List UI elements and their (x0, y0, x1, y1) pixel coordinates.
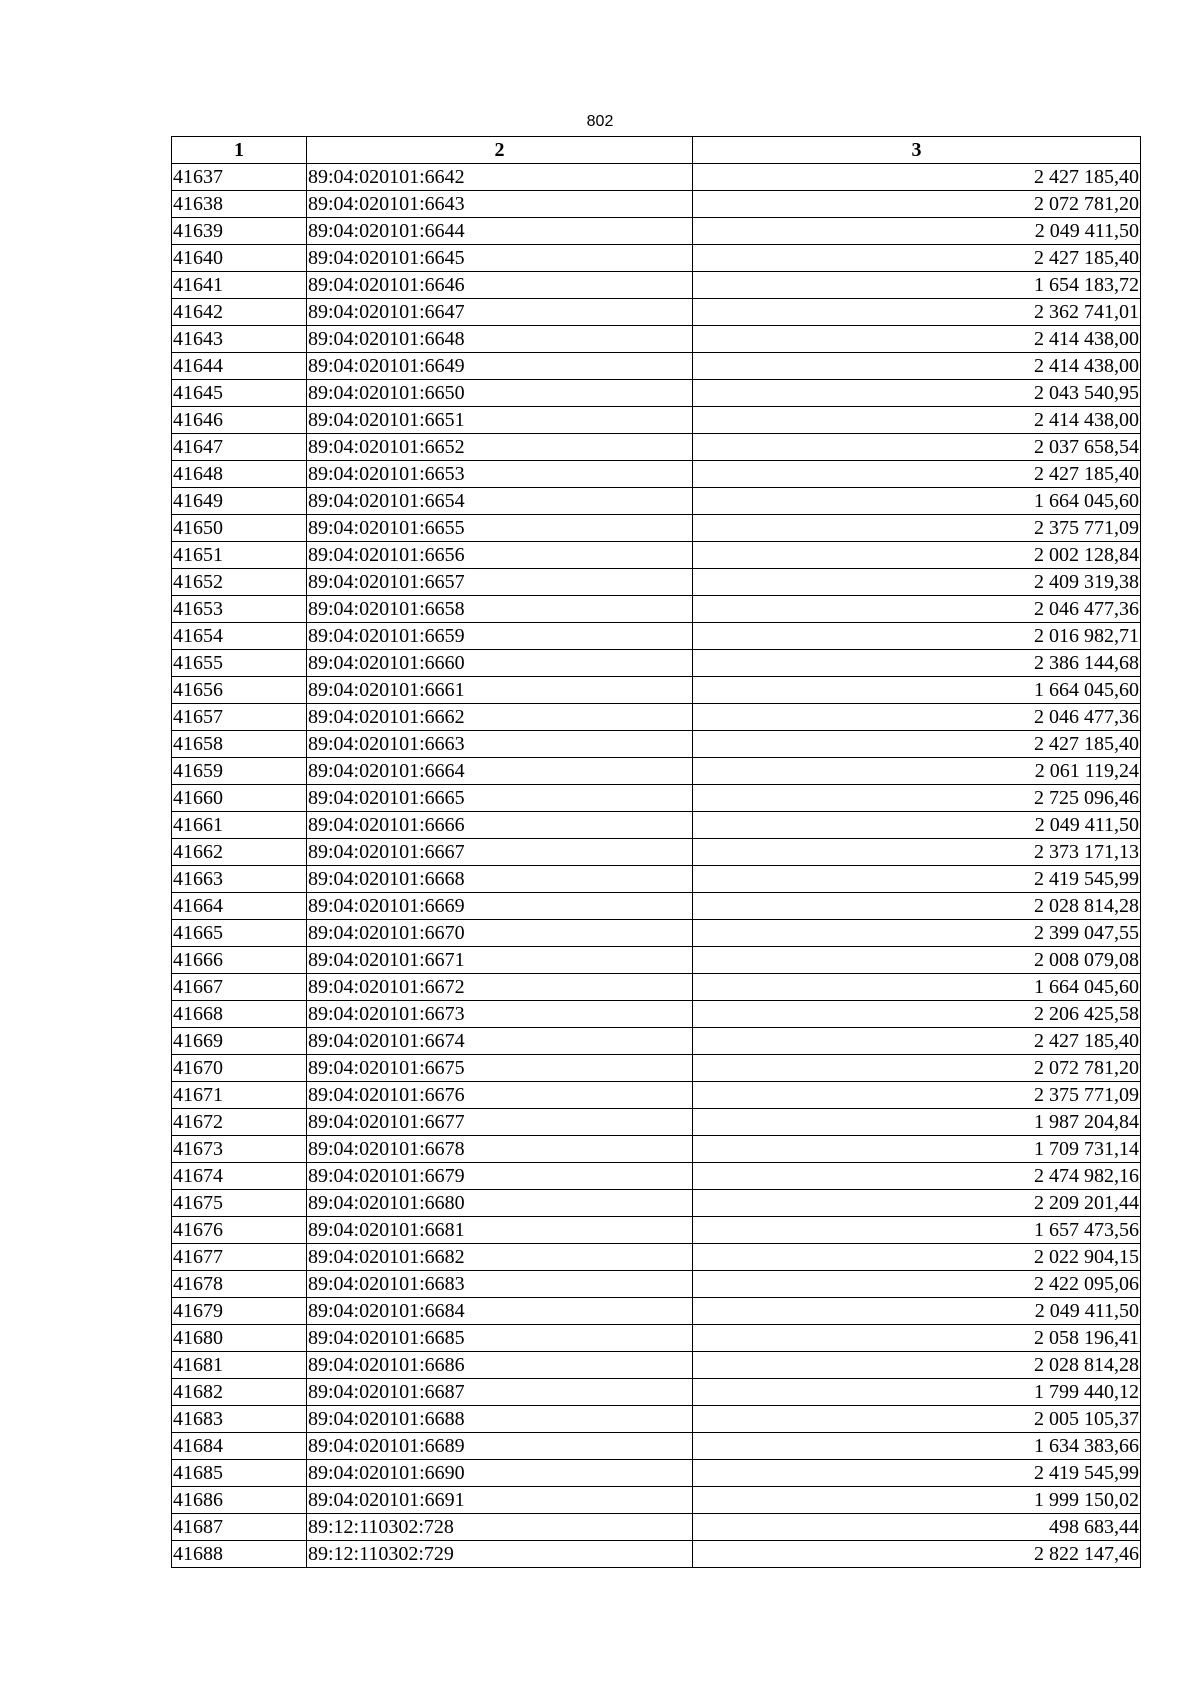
value-cell: 2 037 658,54 (693, 434, 1141, 461)
table-row (172, 623, 1141, 650)
table-row (172, 164, 1141, 191)
cadastral-number-cell: 89:04:020101:6677 (307, 1109, 693, 1136)
header-col-2: 2 (307, 137, 693, 164)
value-cell: 2 375 771,09 (693, 1082, 1141, 1109)
value-cell: 2 008 079,08 (693, 947, 1141, 974)
cadastral-number-cell: 89:04:020101:6654 (307, 488, 693, 515)
table-row (172, 353, 1141, 380)
cadastral-number-cell: 89:04:020101:6663 (307, 731, 693, 758)
cadastral-number-cell: 89:04:020101:6673 (307, 1001, 693, 1028)
table-row (172, 1379, 1141, 1406)
row-number-cell: 41650 (172, 515, 307, 542)
cadastral-number-cell: 89:04:020101:6647 (307, 299, 693, 326)
cadastral-number-cell: 89:04:020101:6656 (307, 542, 693, 569)
table-row (172, 434, 1141, 461)
cadastral-number-cell: 89:04:020101:6691 (307, 1487, 693, 1514)
row-number-cell: 41674 (172, 1163, 307, 1190)
table-row (172, 1352, 1141, 1379)
row-number-cell: 41643 (172, 326, 307, 353)
table-row (172, 893, 1141, 920)
table-row (172, 461, 1141, 488)
table-row (172, 596, 1141, 623)
value-cell: 2 427 185,40 (693, 245, 1141, 272)
cadastral-number-cell: 89:04:020101:6686 (307, 1352, 693, 1379)
value-cell: 498 683,44 (693, 1514, 1141, 1541)
cadastral-number-cell: 89:04:020101:6649 (307, 353, 693, 380)
cadastral-number-cell: 89:04:020101:6657 (307, 569, 693, 596)
row-number-cell: 41654 (172, 623, 307, 650)
row-number-cell: 41666 (172, 947, 307, 974)
table-row (172, 785, 1141, 812)
cadastral-number-cell: 89:04:020101:6659 (307, 623, 693, 650)
cadastral-number-cell: 89:04:020101:6681 (307, 1217, 693, 1244)
row-number-cell: 41673 (172, 1136, 307, 1163)
table-row (172, 1163, 1141, 1190)
cadastral-number-cell: 89:04:020101:6658 (307, 596, 693, 623)
cadastral-number-cell: 89:04:020101:6669 (307, 893, 693, 920)
value-cell: 2 409 319,38 (693, 569, 1141, 596)
row-number-cell: 41647 (172, 434, 307, 461)
value-cell: 2 028 814,28 (693, 893, 1141, 920)
cadastral-number-cell: 89:04:020101:6671 (307, 947, 693, 974)
row-number-cell: 41668 (172, 1001, 307, 1028)
row-number-cell: 41670 (172, 1055, 307, 1082)
table-row (172, 245, 1141, 272)
row-number-cell: 41656 (172, 677, 307, 704)
value-cell: 2 049 411,50 (693, 812, 1141, 839)
value-cell: 2 822 147,46 (693, 1541, 1141, 1568)
value-cell: 2 046 477,36 (693, 596, 1141, 623)
value-cell: 1 654 183,72 (693, 272, 1141, 299)
value-cell: 2 427 185,40 (693, 731, 1141, 758)
table-row (172, 947, 1141, 974)
row-number-cell: 41684 (172, 1433, 307, 1460)
value-cell: 2 414 438,00 (693, 407, 1141, 434)
value-cell: 2 725 096,46 (693, 785, 1141, 812)
value-cell: 1 634 383,66 (693, 1433, 1141, 1460)
value-cell: 2 399 047,55 (693, 920, 1141, 947)
table-row (172, 1514, 1141, 1541)
cadastral-number-cell: 89:04:020101:6646 (307, 272, 693, 299)
row-number-cell: 41686 (172, 1487, 307, 1514)
cadastral-number-cell: 89:04:020101:6650 (307, 380, 693, 407)
row-number-cell: 41667 (172, 974, 307, 1001)
cadastral-number-cell: 89:04:020101:6690 (307, 1460, 693, 1487)
table-row (172, 704, 1141, 731)
row-number-cell: 41648 (172, 461, 307, 488)
cadastral-number-cell: 89:04:020101:6684 (307, 1298, 693, 1325)
cadastral-number-cell: 89:04:020101:6643 (307, 191, 693, 218)
page-number: 802 (586, 113, 614, 130)
cadastral-number-cell: 89:04:020101:6667 (307, 839, 693, 866)
row-number-cell: 41640 (172, 245, 307, 272)
table-row (172, 272, 1141, 299)
cadastral-number-cell: 89:04:020101:6685 (307, 1325, 693, 1352)
table-row (172, 326, 1141, 353)
table-row (172, 1433, 1141, 1460)
table-row (172, 1055, 1141, 1082)
row-number-cell: 41678 (172, 1271, 307, 1298)
cadastral-number-cell: 89:04:020101:6644 (307, 218, 693, 245)
table-row (172, 218, 1141, 245)
cadastral-number-cell: 89:04:020101:6674 (307, 1028, 693, 1055)
table-row (172, 191, 1141, 218)
value-cell: 2 002 128,84 (693, 542, 1141, 569)
value-cell: 2 414 438,00 (693, 326, 1141, 353)
cadastral-number-cell: 89:04:020101:6655 (307, 515, 693, 542)
value-cell: 2 419 545,99 (693, 866, 1141, 893)
table-row (172, 380, 1141, 407)
cadastral-number-cell: 89:04:020101:6648 (307, 326, 693, 353)
value-cell: 2 427 185,40 (693, 164, 1141, 191)
value-cell: 2 474 982,16 (693, 1163, 1141, 1190)
table-row (172, 299, 1141, 326)
table-row (172, 1082, 1141, 1109)
value-cell: 2 419 545,99 (693, 1460, 1141, 1487)
table-row (172, 1460, 1141, 1487)
value-cell: 2 209 201,44 (693, 1190, 1141, 1217)
cadastral-number-cell: 89:04:020101:6642 (307, 164, 693, 191)
row-number-cell: 41657 (172, 704, 307, 731)
value-cell: 2 072 781,20 (693, 1055, 1141, 1082)
table-row (172, 866, 1141, 893)
row-number-cell: 41688 (172, 1541, 307, 1568)
table-row (172, 1109, 1141, 1136)
value-cell: 2 061 119,24 (693, 758, 1141, 785)
data-table (171, 136, 1141, 1568)
cadastral-number-cell: 89:04:020101:6668 (307, 866, 693, 893)
value-cell: 2 016 982,71 (693, 623, 1141, 650)
value-cell: 1 999 150,02 (693, 1487, 1141, 1514)
row-number-cell: 41680 (172, 1325, 307, 1352)
cadastral-number-cell: 89:04:020101:6678 (307, 1136, 693, 1163)
row-number-cell: 41644 (172, 353, 307, 380)
value-cell: 1 709 731,14 (693, 1136, 1141, 1163)
row-number-cell: 41669 (172, 1028, 307, 1055)
table-row (172, 1136, 1141, 1163)
cadastral-number-cell: 89:04:020101:6645 (307, 245, 693, 272)
table-row (172, 758, 1141, 785)
row-number-cell: 41687 (172, 1514, 307, 1541)
table-row (172, 1244, 1141, 1271)
row-number-cell: 41662 (172, 839, 307, 866)
row-number-cell: 41637 (172, 164, 307, 191)
row-number-cell: 41663 (172, 866, 307, 893)
row-number-cell: 41653 (172, 596, 307, 623)
cadastral-number-cell: 89:04:020101:6683 (307, 1271, 693, 1298)
value-cell: 2 058 196,41 (693, 1325, 1141, 1352)
cadastral-number-cell: 89:12:110302:729 (307, 1541, 693, 1568)
cadastral-number-cell: 89:04:020101:6682 (307, 1244, 693, 1271)
table-row (172, 1541, 1141, 1568)
header-row (172, 137, 1141, 164)
table-row (172, 407, 1141, 434)
table-row (172, 1298, 1141, 1325)
header-col-1: 1 (172, 137, 307, 164)
table-row (172, 1487, 1141, 1514)
table-row (172, 569, 1141, 596)
cadastral-number-cell: 89:04:020101:6662 (307, 704, 693, 731)
header-col-3: 3 (693, 137, 1141, 164)
cadastral-number-cell: 89:04:020101:6666 (307, 812, 693, 839)
row-number-cell: 41677 (172, 1244, 307, 1271)
row-number-cell: 41649 (172, 488, 307, 515)
cadastral-number-cell: 89:04:020101:6652 (307, 434, 693, 461)
table-header (172, 137, 1141, 164)
table-row (172, 1028, 1141, 1055)
row-number-cell: 41638 (172, 191, 307, 218)
value-cell: 2 049 411,50 (693, 1298, 1141, 1325)
value-cell: 2 427 185,40 (693, 1028, 1141, 1055)
table-row (172, 974, 1141, 1001)
table-row (172, 677, 1141, 704)
table-row (172, 1271, 1141, 1298)
row-number-cell: 41655 (172, 650, 307, 677)
table-row (172, 839, 1141, 866)
cadastral-number-cell: 89:04:020101:6661 (307, 677, 693, 704)
cadastral-number-cell: 89:04:020101:6689 (307, 1433, 693, 1460)
table-row (172, 650, 1141, 677)
row-number-cell: 41683 (172, 1406, 307, 1433)
value-cell: 1 664 045,60 (693, 974, 1141, 1001)
row-number-cell: 41639 (172, 218, 307, 245)
table-row (172, 1217, 1141, 1244)
cadastral-number-cell: 89:04:020101:6651 (307, 407, 693, 434)
cadastral-number-cell: 89:04:020101:6676 (307, 1082, 693, 1109)
value-cell: 1 664 045,60 (693, 677, 1141, 704)
value-cell: 2 028 814,28 (693, 1352, 1141, 1379)
value-cell: 2 422 095,06 (693, 1271, 1141, 1298)
table-row (172, 1190, 1141, 1217)
row-number-cell: 41682 (172, 1379, 307, 1406)
row-number-cell: 41665 (172, 920, 307, 947)
cadastral-number-cell: 89:04:020101:6660 (307, 650, 693, 677)
row-number-cell: 41645 (172, 380, 307, 407)
row-number-cell: 41685 (172, 1460, 307, 1487)
row-number-cell: 41652 (172, 569, 307, 596)
table-row (172, 812, 1141, 839)
value-cell: 2 046 477,36 (693, 704, 1141, 731)
value-cell: 2 072 781,20 (693, 191, 1141, 218)
cadastral-number-cell: 89:12:110302:728 (307, 1514, 693, 1541)
value-cell: 2 427 185,40 (693, 461, 1141, 488)
cadastral-number-cell: 89:04:020101:6665 (307, 785, 693, 812)
row-number-cell: 41672 (172, 1109, 307, 1136)
cadastral-number-cell: 89:04:020101:6664 (307, 758, 693, 785)
table-row (172, 1406, 1141, 1433)
row-number-cell: 41646 (172, 407, 307, 434)
row-number-cell: 41651 (172, 542, 307, 569)
value-cell: 2 375 771,09 (693, 515, 1141, 542)
value-cell: 1 799 440,12 (693, 1379, 1141, 1406)
row-number-cell: 41658 (172, 731, 307, 758)
value-cell: 1 987 204,84 (693, 1109, 1141, 1136)
value-cell: 2 206 425,58 (693, 1001, 1141, 1028)
value-cell: 1 664 045,60 (693, 488, 1141, 515)
row-number-cell: 41664 (172, 893, 307, 920)
value-cell: 2 414 438,00 (693, 353, 1141, 380)
value-cell: 2 373 171,13 (693, 839, 1141, 866)
cadastral-number-cell: 89:04:020101:6670 (307, 920, 693, 947)
row-number-cell: 41642 (172, 299, 307, 326)
value-cell: 1 657 473,56 (693, 1217, 1141, 1244)
cadastral-number-cell: 89:04:020101:6688 (307, 1406, 693, 1433)
row-number-cell: 41671 (172, 1082, 307, 1109)
row-number-cell: 41661 (172, 812, 307, 839)
value-cell: 2 049 411,50 (693, 218, 1141, 245)
row-number-cell: 41660 (172, 785, 307, 812)
value-cell: 2 022 904,15 (693, 1244, 1141, 1271)
row-number-cell: 41681 (172, 1352, 307, 1379)
table-row (172, 488, 1141, 515)
value-cell: 2 362 741,01 (693, 299, 1141, 326)
cadastral-number-cell: 89:04:020101:6653 (307, 461, 693, 488)
cadastral-number-cell: 89:04:020101:6675 (307, 1055, 693, 1082)
value-cell: 2 043 540,95 (693, 380, 1141, 407)
cadastral-number-cell: 89:04:020101:6687 (307, 1379, 693, 1406)
table-body (172, 164, 1141, 1568)
row-number-cell: 41679 (172, 1298, 307, 1325)
row-number-cell: 41676 (172, 1217, 307, 1244)
cadastral-number-cell: 89:04:020101:6672 (307, 974, 693, 1001)
table-row (172, 1001, 1141, 1028)
table-row (172, 920, 1141, 947)
cadastral-number-cell: 89:04:020101:6680 (307, 1190, 693, 1217)
value-cell: 2 386 144,68 (693, 650, 1141, 677)
table-row (172, 542, 1141, 569)
row-number-cell: 41675 (172, 1190, 307, 1217)
row-number-cell: 41641 (172, 272, 307, 299)
cadastral-number-cell: 89:04:020101:6679 (307, 1163, 693, 1190)
table-row (172, 1325, 1141, 1352)
table-row (172, 731, 1141, 758)
table-row (172, 515, 1141, 542)
value-cell: 2 005 105,37 (693, 1406, 1141, 1433)
row-number-cell: 41659 (172, 758, 307, 785)
